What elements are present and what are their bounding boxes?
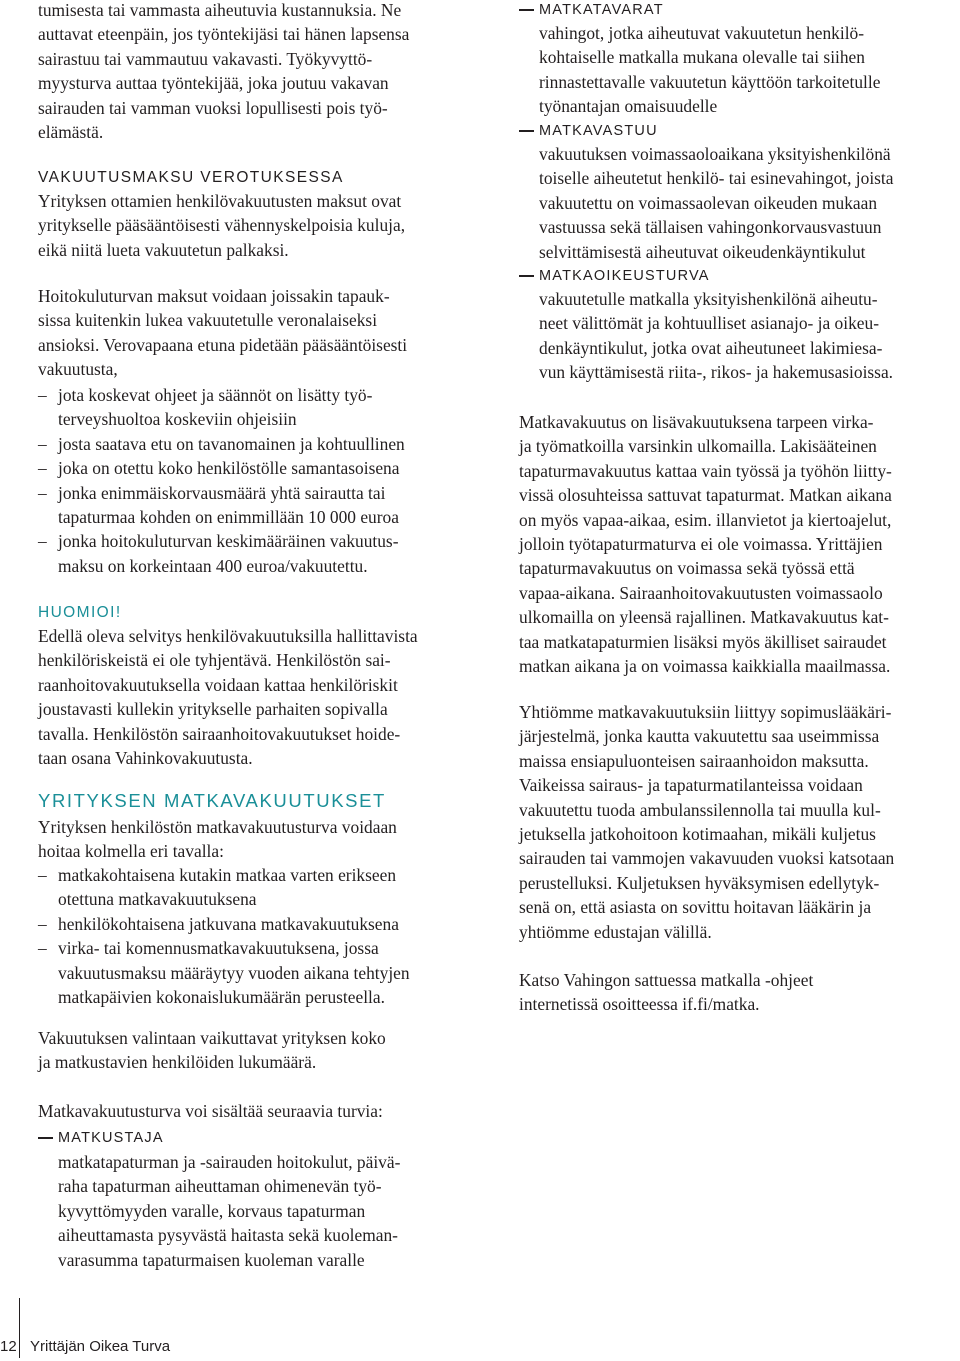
note-paragraph: taan osana Vahinkovakuutusta.	[38, 748, 253, 768]
choice-paragraph: ja matkustavien henkilöiden lukumäärä.	[38, 1052, 317, 1073]
list-item-text: matkakohtaisena kutakin matkaa varten erikseen	[58, 865, 397, 885]
ohjeet-paragraph: internetissä osoitteessa if.fi/matka.	[519, 994, 760, 1015]
term-matkustaja-label: MATKUSTAJA	[58, 1130, 164, 1146]
matkavakuutus-paragraph: ja työmatkoilla varsinkin ulkomailla. Lakisääteinen	[519, 436, 877, 457]
list-item-text: terveyshuoltoa koskeviin ohjeisiin	[58, 409, 297, 430]
travel-paragraph: Yrityksen henkilöstön matkavakuutusturva voidaan	[38, 817, 397, 837]
sopimuslaakari-paragraph: vakuutettu tuoda ambulanssilennolla tai muulla kul-	[519, 799, 881, 820]
list-item-text: matkapäivien kokonaislukumäärän perusteella.	[58, 987, 385, 1007]
term-definition: vakuutettu on voimassaolevan oikeuden mukaan	[539, 192, 878, 213]
term-definition: kohtaiselle matkalla mukana olevalle tai siihen	[539, 47, 865, 68]
term-item-label: MATKAOIKEUSTURVA	[539, 268, 710, 284]
list-item-text: joka on otettu koko henkilöstölle samantasoisena	[58, 458, 400, 479]
page-number: 12	[0, 1338, 17, 1355]
dash-marker: –	[38, 385, 47, 405]
list-item-text: jota koskevat ohjeet ja säännöt on lisätty työ-	[58, 385, 373, 405]
care-paragraph: sissa kuitenkin lukea vakuutetulle veronalaiseksi	[38, 310, 378, 331]
dash-marker	[519, 130, 534, 132]
intro-paragraph: auttavat eteenpäin, jos työntekijäsi tai hänen lapsensa	[38, 24, 410, 45]
sopimuslaakari-paragraph: perustelluksi. Kuljetuksen hyväksymisen edellytyk-	[519, 872, 880, 893]
term-definition: vakuutetulle matkalla yksityishenkilönä aiheutu-	[539, 289, 878, 309]
sopimuslaakari-paragraph: yhtiömme edustajan välillä.	[519, 921, 712, 942]
term-definition: denkäyntikulut, jotka ovat aiheutuneet lakimiesa-	[539, 337, 883, 358]
note-paragraph: Edellä oleva selvitys henkilövakuutuksilla hallittavista	[38, 626, 418, 646]
cover-intro: Matkavakuutusturva voi sisältää seuraavia turvia:	[38, 1101, 383, 1121]
intro-paragraph: myysturva auttaa työntekijää, joka joutuu vakavan	[38, 73, 389, 94]
dash-marker	[519, 275, 534, 277]
matkavakuutus-paragraph: tapaturmavakuutus kattaa vain työssä ja työhön liitty-	[519, 460, 892, 481]
sopimuslaakari-paragraph: Yhtiömme matkavakuutuksiin liittyy sopimuslääkäri-	[519, 702, 892, 722]
care-paragraph: vakuutusta,	[38, 359, 118, 380]
footer-divider	[19, 1298, 20, 1358]
matkavakuutus-paragraph: taa matkatapaturmien lisäksi myös äkilliset sairaudet	[519, 631, 887, 652]
list-item-text: virka- tai komennusmatkavakuutuksena, jossa	[58, 938, 379, 959]
list-item-text: tapaturmaa kohden on enimmillään 10 000 euroa	[58, 507, 399, 527]
tax-paragraph: Yrityksen ottamien henkilövakuutusten maksut ovat	[38, 191, 402, 211]
dash-marker: –	[38, 458, 47, 479]
matkavakuutus-paragraph: vissä olosuhteissa sattuvat tapaturmat. Matkan aikana	[519, 485, 892, 506]
note-paragraph: joustavasti kullekin yritykselle parhaiten sopivalla	[38, 699, 388, 720]
term-matkustaja-definition: kyvyttömyyden varalle, korvaus tapaturman	[58, 1200, 366, 1221]
list-item-text: otettuna matkavakuutuksena	[58, 889, 257, 910]
matkavakuutus-paragraph: tapaturmavakuutus on voimassa sekä työssä että	[519, 558, 855, 579]
term-definition: selvittämisestä aiheutuvat oikeudenkäyntikulut	[539, 241, 866, 262]
dash-marker: –	[38, 433, 47, 454]
term-definition: vun käyttämisestä riita-, rikos- ja hakemusasioissa.	[539, 362, 894, 383]
dash-marker	[38, 1137, 53, 1139]
term-definition: toiselle aiheutetut henkilö- tai esinevahingot, joista	[539, 168, 894, 189]
term-definition: vakuutuksen voimassaoloaikana yksityishenkilönä	[539, 144, 891, 164]
choice-paragraph: Vakuutuksen valintaan vaikuttavat yrityksen koko	[38, 1028, 386, 1048]
travel-paragraph: hoitaa kolmella eri tavalla:	[38, 841, 224, 862]
sopimuslaakari-paragraph: jetuksella jatkohoitoon kotimaahan, mikäli kuljetus	[519, 824, 876, 844]
travel-heading: YRITYKSEN MATKAVAKUUTUKSET	[38, 790, 386, 811]
term-matkustaja-definition: raha tapaturman aiheuttaman ohimenevän työ-	[58, 1176, 382, 1197]
list-item-text: jonka enimmäiskorvausmäärä yhtä sairautta tai	[58, 482, 386, 503]
term-definition: rinnastettavalle vakuutetun käyttöön tarkoitetulle	[539, 71, 881, 92]
sopimuslaakari-paragraph: maissa ensiapuluonteisen sairaanhoidon maksutta.	[519, 750, 869, 771]
matkavakuutus-paragraph: jolloin työtapaturmaturva ei ole voimassa. Yrittäjien	[519, 534, 883, 554]
note-paragraph: tavalla. Henkilöstön sairaanhoitovakuutukset hoide-	[38, 723, 401, 744]
sopimuslaakari-paragraph: senä on, että asiasta on sovittu hoitavan lääkärin ja	[519, 897, 872, 918]
list-item-text: henkilökohtaisena jatkuvana matkavakuutuksena	[58, 913, 399, 934]
intro-paragraph: sairastuu tai vammautuu vakavasti. Työkyvyttö-	[38, 48, 373, 69]
term-matkustaja-definition: varasumma tapaturmaisen kuoleman varalle	[58, 1249, 365, 1270]
list-item-text: jonka hoitokuluturvan keskimääräinen vakuutus-	[58, 531, 399, 552]
publication-title: Yrittäjän Oikea Turva	[30, 1338, 171, 1355]
sopimuslaakari-paragraph: sairauden tai vammojen vakavuuden vuoksi katsotaan	[519, 848, 895, 869]
term-item-label: MATKAVASTUU	[539, 123, 658, 139]
tax-paragraph: yritykselle pääsääntöisesti vähennyskelpoisia kuluja,	[38, 215, 406, 236]
ohjeet-paragraph: Katso Vahingon sattuessa matkalla -ohjeet	[519, 970, 814, 990]
term-item-label: MATKATAVARAT	[539, 2, 664, 18]
term-matkustaja-definition: matkatapaturman ja -sairauden hoitokulut, päivä-	[58, 1152, 401, 1172]
dash-marker: –	[38, 913, 47, 934]
list-item-text: josta saatava etu on tavanomainen ja kohtuullinen	[58, 433, 405, 454]
matkavakuutus-paragraph: ulkomailla on yleensä rajallinen. Matkavakuutus kat-	[519, 607, 889, 628]
term-matkustaja-definition: aiheuttamasta pysyvästä haitasta sekä kuoleman-	[58, 1225, 398, 1246]
term-definition: vahingot, jotka aiheutuvat vakuutetun henkilö-	[539, 23, 865, 43]
matkavakuutus-paragraph: Matkavakuutus on lisävakuutuksena tarpeen virka-	[519, 412, 874, 432]
list-item-text: maksu on korkeintaan 400 euroa/vakuutettu.	[58, 555, 368, 576]
dash-marker: –	[38, 531, 47, 552]
term-definition: työnantajan omaisuudelle	[539, 96, 718, 117]
matkavakuutus-paragraph: matkan aikana ja on voimassa kaikkialla maailmassa.	[519, 656, 891, 676]
intro-paragraph: sairauden tai vamman vuoksi lopullisesti pois työ-	[38, 97, 388, 118]
term-definition: vastuussa sekä tällaisen vahingonkorvausvastuun	[539, 217, 882, 238]
sopimuslaakari-paragraph: järjestelmä, jonka kautta vakuutettu saa useimmissa	[519, 726, 880, 747]
term-definition: neet välittömät ja kohtuulliset asianajo- ja oikeu-	[539, 313, 879, 334]
care-paragraph: Hoitokuluturvan maksut voidaan joissakin tapauk-	[38, 286, 390, 306]
tax-heading: VAKUUTUSMAKSU VEROTUKSESSA	[38, 169, 344, 186]
intro-paragraph: tumisesta tai vammasta aiheutuvia kustannuksia. Ne	[38, 0, 402, 20]
care-paragraph: ansioksi. Verovapaana etuna pidetään pääsääntöisesti	[38, 334, 408, 355]
sopimuslaakari-paragraph: Vaikeissa sairaus- ja tapaturmatilanteissa voidaan	[519, 775, 863, 796]
dash-marker: –	[38, 865, 47, 885]
list-item-text: vakuutusmaksu määräytyy vuoden aikana tehtyjen	[58, 962, 410, 983]
note-heading: HUOMIOI!	[38, 604, 122, 621]
note-paragraph: henkilöriskeistä ei ole tyhjentävä. Henkilöstön sai-	[38, 650, 391, 671]
matkavakuutus-paragraph: vapaa-aikana. Sairaanhoitovakuutusten voimassaolo	[519, 582, 883, 603]
dash-marker: –	[38, 938, 47, 959]
intro-paragraph: elämästä.	[38, 122, 104, 142]
matkavakuutus-paragraph: on myös vapaa-aikaa, esim. illanvietot ja kiertoajelut,	[519, 509, 892, 530]
dash-marker	[519, 9, 534, 11]
dash-marker: –	[38, 482, 47, 503]
tax-paragraph: eikä niitä lueta vakuutetun palkaksi.	[38, 239, 289, 260]
note-paragraph: raanhoitovakuutuksella voidaan kattaa henkilöriskit	[38, 674, 398, 695]
